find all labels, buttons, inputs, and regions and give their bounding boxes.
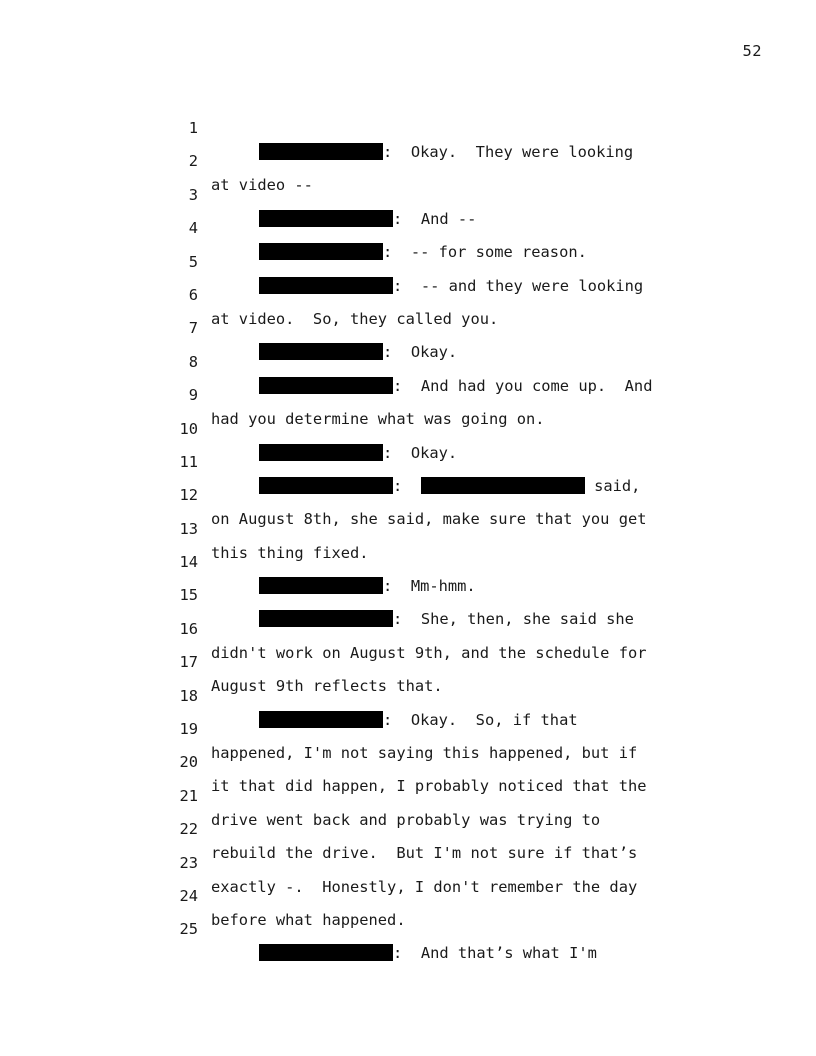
line-text	[259, 941, 597, 965]
line-number: 7	[188, 319, 198, 338]
line-number: 3	[188, 185, 198, 204]
line-number: 6	[188, 285, 198, 304]
line-number: 13	[179, 519, 198, 538]
transcript-line	[0, 893, 816, 963]
line-number: 2	[188, 152, 198, 171]
speaker-colon: :	[393, 610, 403, 629]
line-number: 5	[188, 252, 198, 271]
transcript-line	[0, 259, 816, 328]
transcript-body	[0, 92, 816, 963]
utterance-text: -- for some reason.	[392, 243, 587, 262]
speaker-colon: :	[393, 209, 403, 228]
line-number: 9	[188, 386, 198, 405]
line-number: 1	[188, 119, 198, 137]
line-number: 22	[179, 820, 198, 839]
utterance-text: Okay. So, if that	[392, 710, 578, 729]
line-text: at video --	[211, 176, 313, 195]
transcript-line	[0, 493, 816, 562]
speaker-colon: :	[383, 443, 393, 462]
line-number: 17	[179, 653, 198, 672]
line-text: on August 8th, she said, make sure that you get	[211, 510, 647, 529]
transcript-line	[0, 326, 816, 395]
line-text: before what happened.	[211, 910, 406, 929]
line-number: 19	[179, 720, 198, 739]
line-number: 15	[179, 586, 198, 605]
speaker-colon: :	[393, 376, 403, 395]
redaction-bar	[259, 944, 393, 961]
speaker-colon: :	[383, 710, 393, 729]
transcript-line	[0, 426, 816, 495]
transcript-line	[0, 92, 816, 161]
utterance-text: -- and they were looking	[402, 276, 644, 295]
line-text: drive went back and probably was trying to	[211, 810, 601, 829]
line-number: 20	[179, 753, 198, 772]
line-number: 18	[179, 686, 198, 705]
utterance-text: And had you come up. And	[402, 376, 653, 395]
utterance-text: She, then, she said she	[402, 610, 634, 629]
utterance-text: Okay. They were looking	[392, 143, 634, 161]
line-number: 16	[179, 619, 198, 638]
utterance-text: And that’s what I'm	[402, 944, 597, 963]
page-number: 52	[742, 42, 762, 60]
utterance-text: And --	[402, 209, 477, 228]
transcript-line	[0, 192, 816, 262]
line-text: at video. So, they called you.	[211, 309, 499, 328]
line-number: 8	[188, 352, 198, 371]
line-number: 25	[179, 920, 198, 939]
speaker-colon: :	[383, 577, 393, 596]
line-number: 4	[188, 219, 198, 238]
line-text: exactly -. Honestly, I don't remember the day	[211, 877, 638, 896]
line-number: 12	[179, 486, 198, 505]
line-text: it that did happen, I probably noticed that the	[211, 777, 647, 796]
transcript-line	[0, 593, 816, 662]
speaker-colon: :	[383, 243, 393, 262]
speaker-colon: :	[383, 143, 393, 161]
speaker-colon: :	[393, 476, 403, 495]
speaker-colon: :	[393, 944, 403, 963]
speaker-colon: :	[393, 276, 403, 295]
line-text: had you determine what was going on.	[211, 410, 545, 429]
transcript-line	[0, 860, 816, 929]
line-text: rebuild the drive. But I'm not sure if that’s	[211, 844, 638, 863]
line-number: 21	[179, 786, 198, 805]
line-number: 14	[179, 553, 198, 572]
line-text: this thing fixed.	[211, 543, 369, 562]
utterance-text: Okay.	[392, 443, 458, 462]
line-number: 10	[179, 419, 198, 438]
transcript-line	[0, 125, 816, 195]
line-text: August 9th reflects that.	[211, 677, 443, 696]
transcript-line	[0, 760, 816, 829]
speaker-colon: :	[383, 343, 393, 362]
transcript-line	[0, 159, 816, 228]
utterance-text: Mm-hmm.	[392, 577, 476, 596]
transcript-line	[0, 660, 816, 729]
transcript-line	[0, 292, 816, 362]
line-text: happened, I'm not saying this happened, but if	[211, 744, 638, 763]
transcript-line	[0, 226, 816, 295]
utterance-text: Okay.	[392, 343, 458, 362]
line-number: 24	[179, 886, 198, 905]
line-text: didn't work on August 9th, and the schedule for	[211, 643, 647, 662]
utterance-text: said,	[584, 476, 641, 495]
line-number: 23	[179, 853, 198, 872]
line-number: 11	[179, 452, 198, 471]
